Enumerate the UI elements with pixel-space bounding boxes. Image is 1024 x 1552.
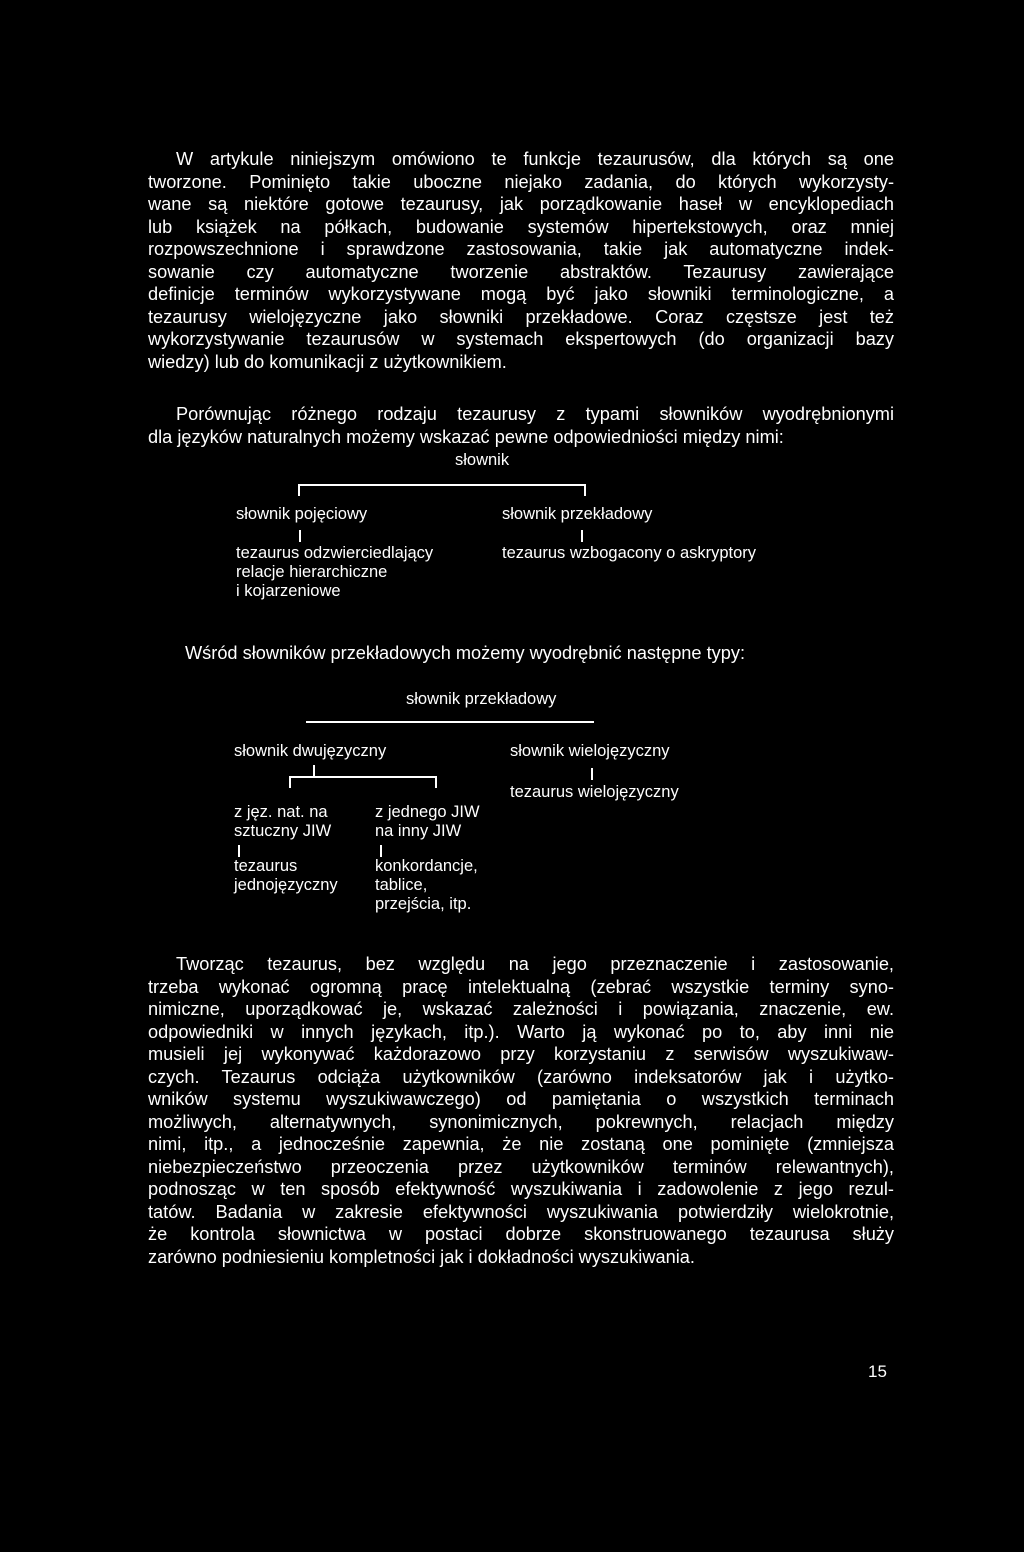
diagram2-connector	[313, 765, 315, 776]
text-line: że kontrola słownictwa w postaci dobrze skonstruowanego tezaurusa służy	[148, 1224, 894, 1244]
text-line: tatów. Badania w zakresie efektywności wyszukiwania potwierdziły wielokrotnie,	[148, 1201, 894, 1222]
diagram1-left-child: i kojarzeniowe	[236, 582, 341, 600]
diagram2-connector	[238, 845, 240, 857]
paragraph-conclusion	[148, 953, 894, 1268]
text-line: Tworząc tezaurus, bez względu na jego przeznaczenie i zastosowanie,	[176, 954, 894, 974]
diagram2-left-a-child: tezaurus	[234, 857, 298, 875]
text-line: lub książek na półkach, budowanie systemów hipertekstowych, oraz mniej	[148, 216, 894, 237]
text-line: niebezpieczeństwo przeoczenia przez użytkowników terminów relewantnych),	[148, 1156, 894, 1177]
diagram2-connector	[435, 776, 437, 788]
text-line: tezaurusy wielojęzyczne jako słowniki przekładowe. Coraz częstsze jest też	[148, 306, 894, 327]
text-line: nimiczne, uporządkować je, wskazać zależności i powiązania, znaczenie, ew.	[148, 999, 894, 1019]
diagram2-root: słownik przekładowy	[406, 690, 557, 708]
text-line: nimi, itp., a jednocześnie zapewnia, że nie zostaną one pominięte (zmniejsza	[148, 1134, 894, 1154]
diagram2-connector	[380, 845, 382, 857]
diagram2-left-b-child: tablice,	[375, 876, 428, 894]
text-line: sowanie czy automatyczne tworzenie abstraktów. Tezaurusy zawierające	[148, 261, 894, 282]
paragraph-comparison	[148, 403, 894, 448]
text-line: wane są niektóre gotowe tezaurusy, jak porządkowanie haseł w encyklopediach	[148, 194, 894, 214]
text-line: podnosząc w ten sposób efektywność wyszukiwania i zadowolenie z jego rezul-	[148, 1179, 894, 1199]
diagram2-connector	[289, 776, 436, 778]
diagram2-connector	[289, 776, 291, 788]
diagram1-left-child: tezaurus odzwierciedlający	[236, 544, 434, 562]
diagram2-left-a-child: jednojęzyczny	[234, 876, 338, 894]
diagram1-connector	[584, 484, 586, 496]
text-line: możliwych, alternatywnych, synonimicznych, pokrewnych, relacjach między	[148, 1111, 894, 1132]
diagram2-left: słownik dwujęzyczny	[234, 742, 387, 760]
text-line: musieli jej wykonywać każdorazowo przy korzystaniu z serwisów wyszukiwaw-	[148, 1044, 894, 1064]
diagram1-right: słownik przekładowy	[502, 505, 653, 523]
diagram1-connector	[299, 530, 301, 542]
text-line: W artykule niniejszym omówiono te funkcje tezaurusów, dla których są one	[176, 149, 894, 169]
translation-types-heading: Wśród słowników przekładowych możemy wyodrębnić następne typy:	[185, 643, 746, 663]
text-line: wykorzystywanie tezaurusów w systemach ekspertowych (do organizacji bazy	[148, 329, 894, 349]
text-line: trzeba wykonać ogromną pracę intelektualną (zebrać wszystkie terminy syno-	[148, 976, 894, 997]
diagram1-root: słownik	[455, 451, 510, 469]
diagram2-left-a: sztuczny JIW	[234, 822, 332, 840]
text-line: zarówno podniesieniu kompletności jak i dokładności wyszukiwania.	[148, 1246, 695, 1267]
diagram1-left: słownik pojęciowy	[236, 505, 368, 523]
diagram2-right-child: tezaurus wielojęzyczny	[510, 783, 679, 801]
diagram2-right: słownik wielojęzyczny	[510, 742, 670, 760]
text-line: odpowiedniki w innych językach, itp.). Warto ją wykonać po to, aby inni nie	[148, 1021, 894, 1042]
text-line: czych. Tezaurus odciąża użytkowników (zarówno indeksatorów jak i użytko-	[148, 1066, 894, 1087]
paragraph-intro	[148, 148, 894, 373]
text-line: tworzone. Pominięto takie uboczne niejako zadania, do których wykorzysty-	[148, 171, 894, 192]
text-line: rozpowszechnione i sprawdzone zastosowania, takie jak automatyczne indek-	[148, 239, 894, 259]
text-line: Porównując różnego rodzaju tezaurusy z typami słowników wyodrębnionymi	[176, 404, 894, 424]
diagram1-connector	[298, 484, 585, 486]
diagram2-left-b: na inny JIW	[375, 822, 462, 840]
diagram2-connector	[306, 721, 594, 723]
diagram1-left-child: relacje hierarchiczne	[236, 563, 388, 581]
diagram2-left-b-child: przejścia, itp.	[375, 895, 472, 913]
text-line: definicje terminów wykorzystywane mogą być jako słowniki terminologiczne, a	[148, 284, 894, 304]
text-line: dla języków naturalnych możemy wskazać pewne odpowiedniości między nimi:	[148, 426, 784, 447]
diagram2-left-b: z jednego JIW	[375, 803, 480, 821]
diagram2-connector	[591, 768, 593, 780]
diagram1-connector	[298, 484, 300, 496]
diagram2-left-a: z jęz. nat. na	[234, 803, 328, 821]
diagram1-connector	[581, 530, 583, 542]
text-line: wiedzy) lub do komunikacji z użytkownikiem.	[148, 351, 507, 372]
diagram2-left-b-child: konkordancje,	[375, 857, 478, 875]
text-line: wników systemu wyszukiwawczego) od pamiętania o wszystkich terminach	[148, 1089, 894, 1109]
diagram1-right-child: tezaurus wzbogacony o askryptory	[502, 544, 757, 562]
page-number: 15	[868, 1362, 887, 1381]
